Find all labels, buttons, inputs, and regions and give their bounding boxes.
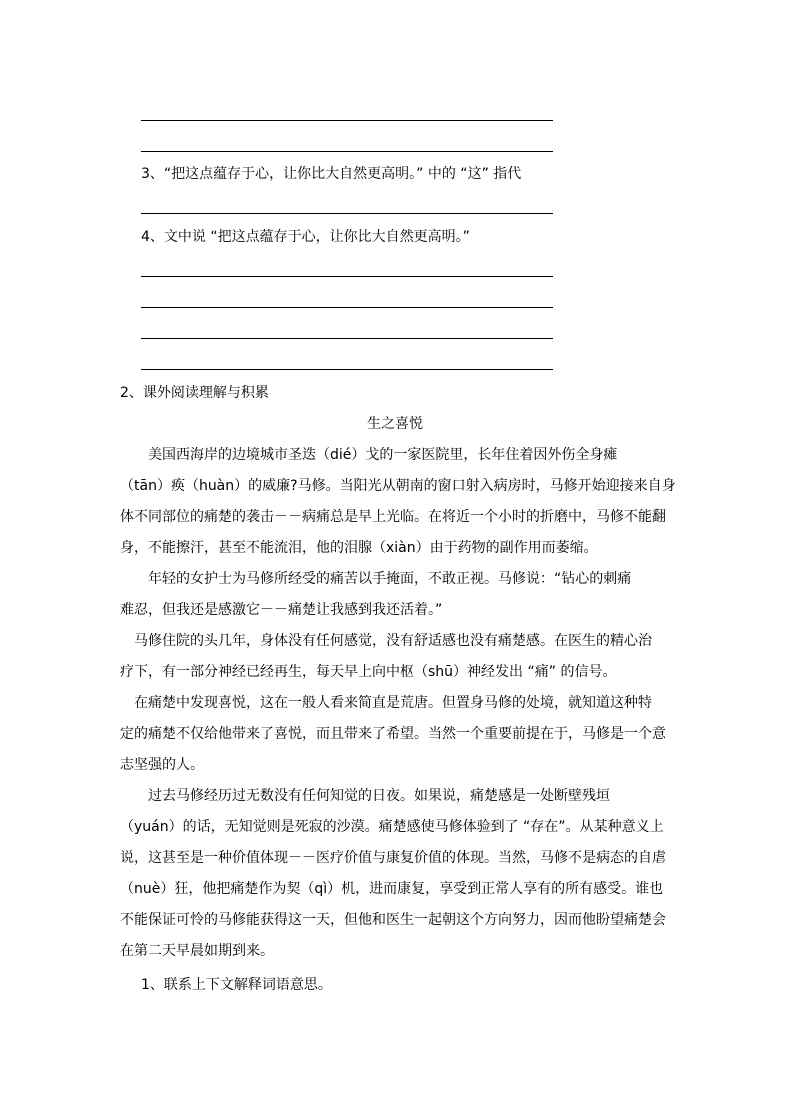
- answer-line-7: [141, 369, 553, 370]
- paragraph-line: 疗下，有一部分神经已经再生，每天早上向中枢（shū）神经发出 “痛” 的信号。: [120, 664, 617, 680]
- article-title: 生之喜悦: [367, 416, 423, 432]
- answer-line-5: [141, 307, 553, 308]
- answer-line-3: [141, 213, 553, 214]
- paragraph-line: 美国西海岸的边境城市圣迭（dié）戈的一家医院里，长年住着因外伤全身瘫: [120, 447, 618, 463]
- paragraph-line: 志坚强的人。: [120, 757, 204, 773]
- question-1: 1、联系上下文解释词语意思。: [141, 977, 332, 993]
- paragraph-line: 年轻的女护士为马修所经受的痛苦以手掩面，不敢正视。马修说：“钻心的刺痛: [120, 571, 632, 587]
- paragraph-line: 马修住院的头几年，身体没有任何感觉，没有舒适感也没有痛楚感。在医生的精心治: [120, 633, 652, 649]
- paragraph-line: 定的痛楚不仅给他带来了喜悦，而且带来了希望。当然一个重要前提在于，马修是一个意: [120, 726, 666, 742]
- answer-line-4: [141, 276, 553, 277]
- paragraph-line: 说，这甚至是一种价值体现－－医疗价值与康复价值的体现。当然，马修不是病态的自虐: [120, 850, 666, 866]
- article-body: [120, 440, 676, 967]
- question-4: 4、文中说 “把这点蕴存于心，让你比大自然更高明。”: [141, 229, 470, 245]
- question-3: 3、“把这点蕴存于心，让你比大自然更高明。” 中的 “这” 指代: [141, 166, 522, 182]
- answer-line-6: [141, 338, 553, 339]
- paragraph-line: 在痛楚中发现喜悦，这在一般人看来简直是荒唐。但置身马修的处境，就知道这种特: [120, 695, 652, 711]
- answer-line-1: [141, 120, 553, 121]
- paragraph-line: 在第二天早晨如期到来。: [120, 943, 274, 959]
- paragraph-line: 体不同部位的痛楚的袭击－－病痛总是早上光临。在将近一个小时的折磨中，马修不能翻: [120, 509, 666, 525]
- paragraph-line: 过去马修经历过无数没有任何知觉的日夜。如果说，痛楚感是一处断壁残垣: [120, 788, 610, 804]
- paragraph-line: 不能保证可怜的马修能获得这一天，但他和医生一起朝这个方向努力，因而他盼望痛楚会: [120, 912, 666, 928]
- paragraph-line: 身，不能擦汗，甚至不能流泪，他的泪腺（xiàn）由于药物的副作用而萎缩。: [120, 540, 598, 556]
- paragraph-line: （nuè）狂，他把痛楚作为契（qì）机，进而康复，享受到正常人享有的所有感受。谁也: [120, 881, 664, 897]
- section-heading: 2、课外阅读理解与积累: [120, 385, 269, 401]
- paragraph-line: （yuán）的话，无知觉则是死寂的沙漠。痛楚感使马修体验到了 “存在”。从某种意义上: [120, 819, 664, 835]
- answer-line-2: [141, 151, 553, 152]
- paragraph-line: （tān）痪（huàn）的威廉?马修。当阳光从朝南的窗口射入病房时，马修开始迎接来自身: [120, 478, 676, 494]
- paragraph-line: 难忍，但我还是感激它－－痛楚让我感到我还活着。”: [120, 602, 443, 618]
